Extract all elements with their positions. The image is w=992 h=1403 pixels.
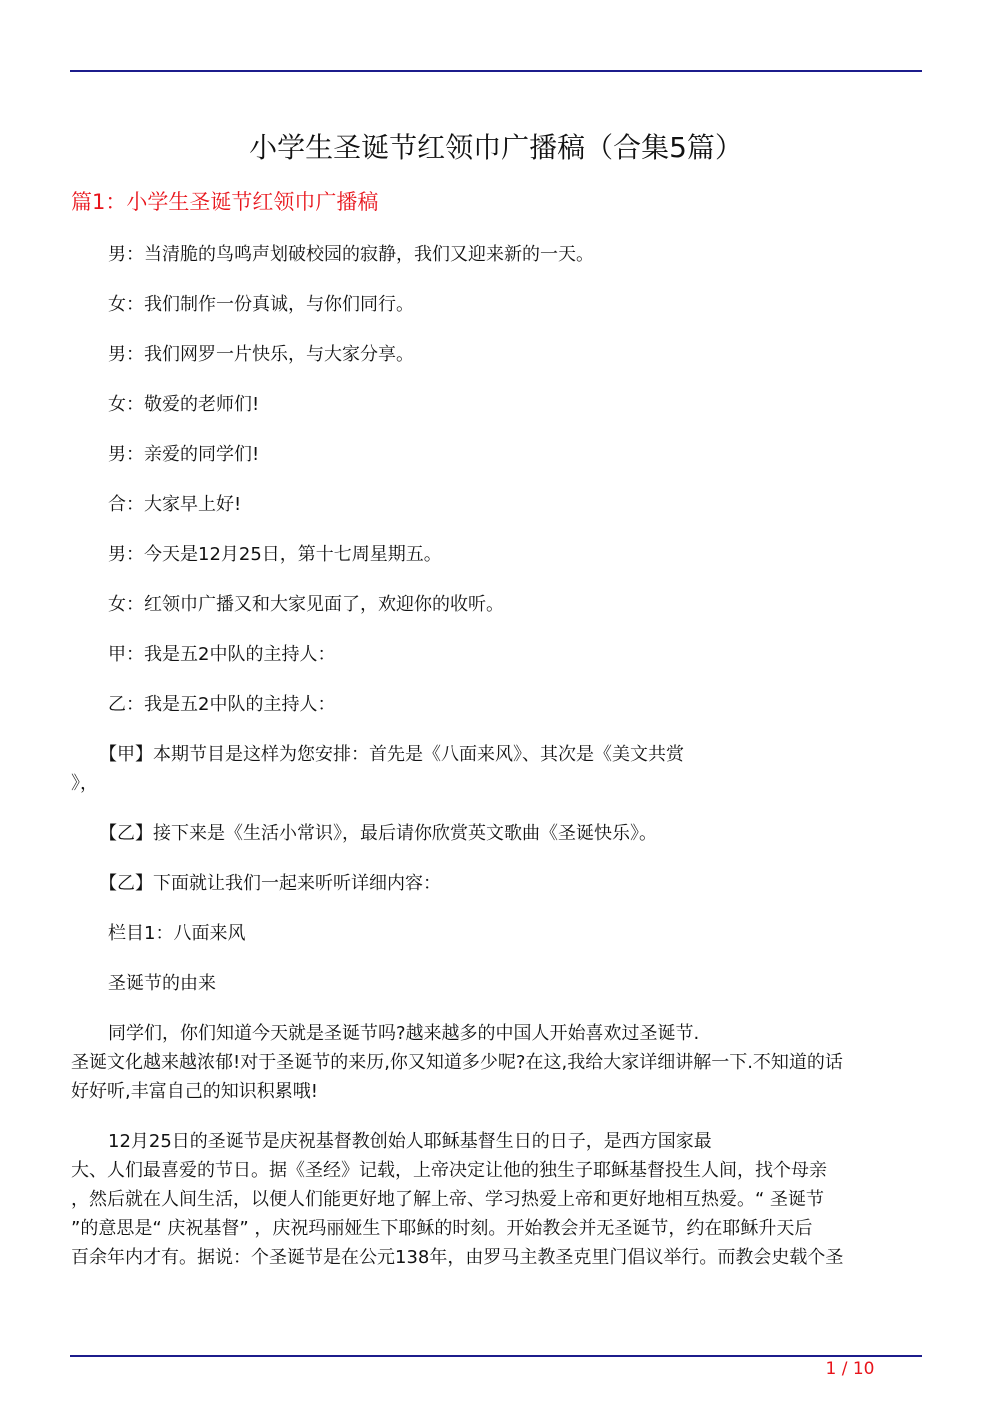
history-line: 12月25日的圣诞节是庆祝基督教创始人耶稣基督生日的日子，是西方国家最 <box>108 1131 712 1152</box>
origin-heading: 圣诞节的由来 <box>108 973 216 994</box>
page-indicator: 1 / 10 <box>825 1359 875 1379</box>
paragraph: 男：亲爱的同学们! <box>108 444 260 465</box>
intro-paragraph <box>71 1019 921 1106</box>
paragraph: 男：今天是12月25日，第十七周星期五。 <box>108 544 442 565</box>
paragraph: 女：红领巾广播又和大家见面了，欢迎你的收听。 <box>108 594 504 615</box>
document-title: 小学生圣诞节红领巾广播稿（合集5篇） <box>249 131 743 164</box>
paragraph: 女：敬爱的老师们! <box>108 394 260 415</box>
program-intro-line: 》， <box>71 773 98 794</box>
intro-line: 圣诞文化越来越浓郁!对于圣诞节的来历,你又知道多少呢?在这,我给大家详细讲解一下.不知道的话 <box>71 1052 843 1073</box>
paragraph: 合：大家早上好! <box>108 494 242 515</box>
column-title: 栏目1：八面来风 <box>108 923 246 944</box>
section-title: 篇1：小学生圣诞节红领巾广播稿 <box>71 190 379 214</box>
paragraph: 男：我们网罗一片快乐，与大家分享。 <box>108 344 414 365</box>
history-line: ，然后就在人间生活，以便人们能更好地了解上帝、学习热爱上帝和更好地相互热爱。“ 圣诞节 <box>71 1189 825 1210</box>
history-line: 百余年内才有。据说：个圣诞节是在公元138年，由罗马主教圣克里门倡议举行。而教会史载个圣 <box>71 1247 844 1268</box>
history-line: ”的意思是“ 庆祝基督” ，庆祝玛丽娅生下耶稣的时刻。开始教会并无圣诞节，约在耶稣升天后 <box>71 1218 813 1239</box>
footer-rule <box>70 1355 922 1357</box>
history-line: 大、人们最喜爱的节日。据《圣经》记载，上帝决定让他的独生子耶稣基督投生人间，找个母亲 <box>71 1160 827 1181</box>
details-intro-paragraph: 【乙】下面就让我们一起来听听详细内容： <box>99 873 441 894</box>
program-intro-paragraph <box>71 740 921 798</box>
header-rule <box>70 70 922 72</box>
paragraph: 男：当清脆的鸟鸣声划破校园的寂静，我们又迎来新的一天。 <box>108 244 594 265</box>
next-up-paragraph: 【乙】接下来是《生活小常识》，最后请你欣赏英文歌曲《圣诞快乐》。 <box>99 823 657 844</box>
paragraph: 乙：我是五2中队的主持人： <box>108 694 336 715</box>
history-paragraph <box>71 1127 921 1272</box>
intro-line: 好好听,丰富自己的知识积累哦! <box>71 1081 318 1102</box>
paragraph: 女：我们制作一份真诚，与你们同行。 <box>108 294 414 315</box>
program-intro-line: 【甲】本期节目是这样为您安排：首先是《八面来风》、其次是《美文共赏 <box>99 744 684 765</box>
intro-line: 同学们，你们知道今天就是圣诞节吗?越来越多的中国人开始喜欢过圣诞节. <box>108 1023 700 1044</box>
paragraph: 甲：我是五2中队的主持人： <box>108 644 336 665</box>
document-body <box>71 240 921 1293</box>
